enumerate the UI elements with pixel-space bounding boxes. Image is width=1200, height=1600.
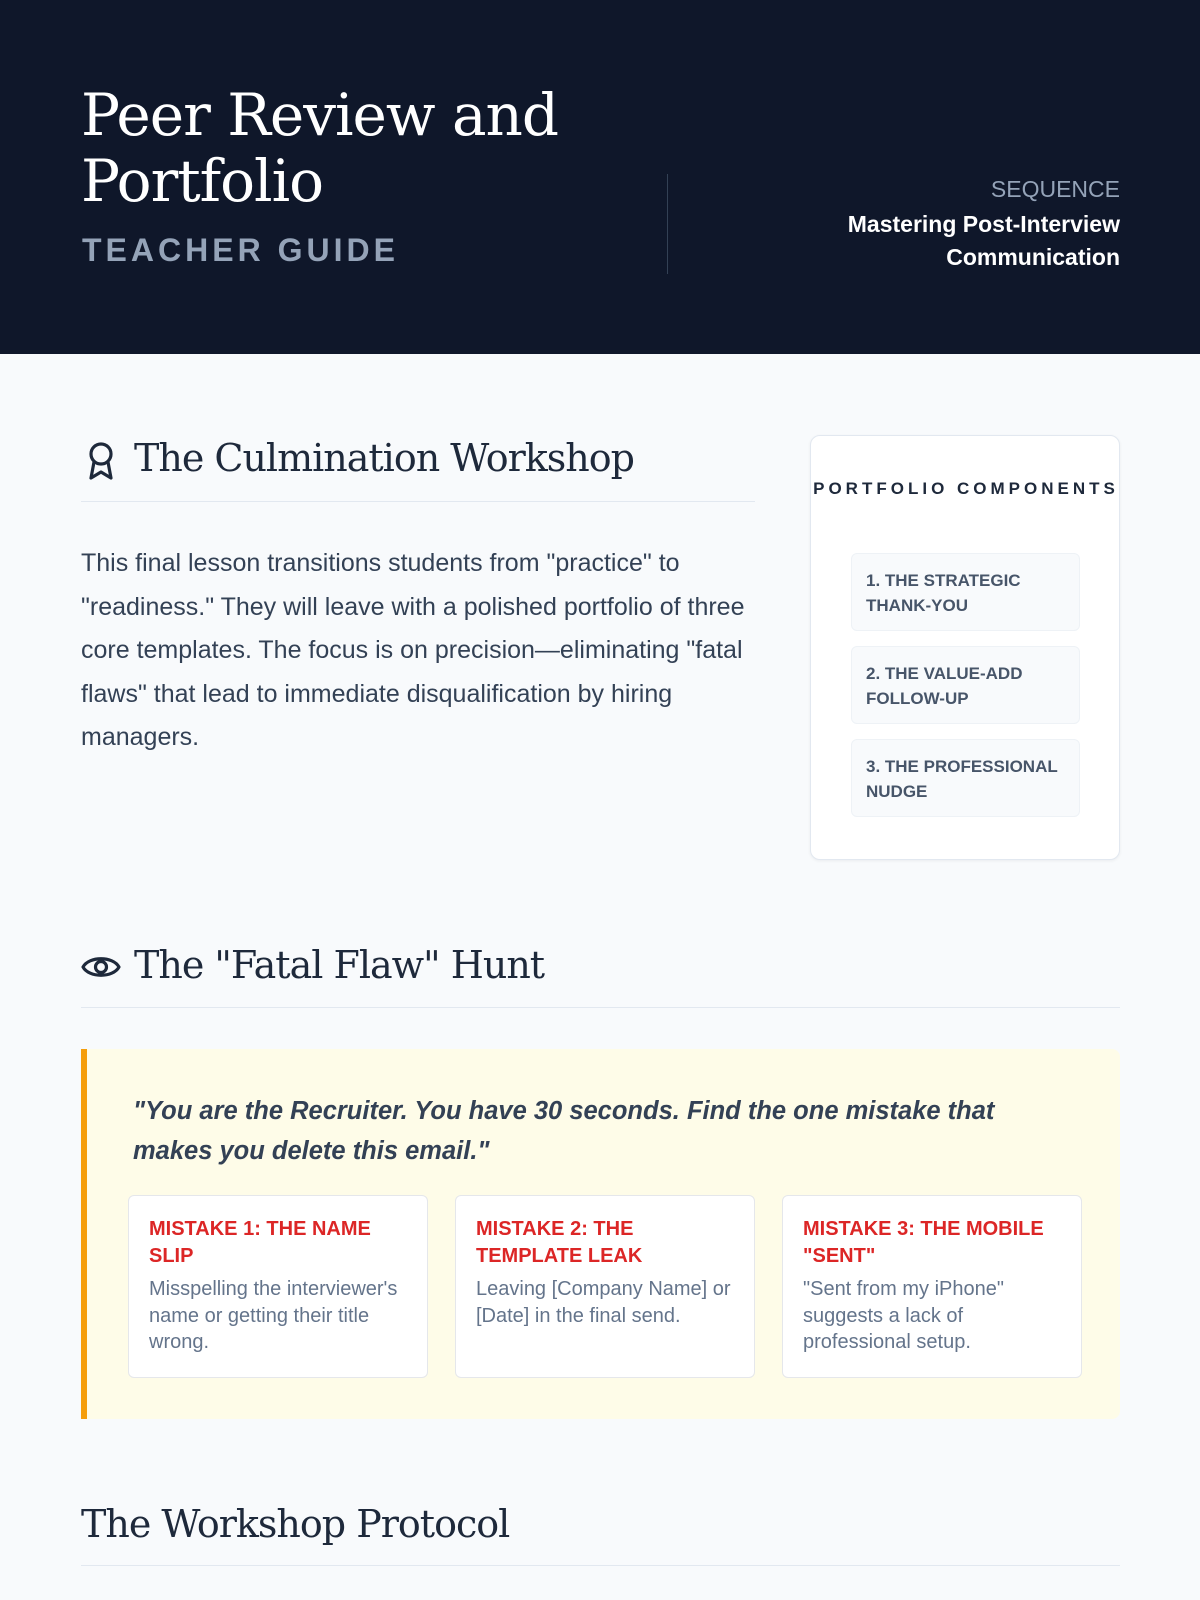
portfolio-title: PORTFOLIO COMPONENTS	[813, 479, 1119, 498]
protocol-heading: The Workshop Protocol	[81, 1502, 510, 1546]
eye-icon	[81, 952, 121, 987]
culmination-heading: The Culmination Workshop	[134, 436, 634, 480]
header-divider	[667, 174, 668, 274]
sequence-label: SEQUENCE	[990, 176, 1120, 202]
culmination-rule	[81, 501, 755, 502]
fatal-flaw-rule	[81, 1007, 1120, 1008]
portfolio-item: 3. THE PROFESSIONAL NUDGE	[851, 739, 1080, 817]
mistake-desc: "Sent from my iPhone" suggests a lack of professional setup.	[803, 1278, 1004, 1353]
recruiter-callout	[81, 1049, 1120, 1419]
recruiter-quote: "You are the Recruiter. You have 30 seconds. Find the one mistake that makes you delete this email."	[133, 1097, 995, 1165]
portfolio-card	[810, 435, 1120, 860]
mistake-desc: Leaving [Company Name] or [Date] in the final send.	[476, 1278, 731, 1327]
award-icon	[84, 440, 118, 487]
mistake-card	[782, 1195, 1082, 1378]
fatal-flaw-heading: The "Fatal Flaw" Hunt	[134, 943, 545, 987]
mistake-desc: Misspelling the interviewer's name or getting their title wrong.	[149, 1278, 398, 1353]
page-subtitle: TEACHER GUIDE	[82, 232, 399, 268]
mistake-title: MISTAKE 3: THE MOBILE "SENT"	[803, 1218, 1044, 1267]
portfolio-item: 2. THE VALUE-ADD FOLLOW-UP	[851, 646, 1080, 724]
sequence-title: Mastering Post-Interview Communication	[847, 211, 1120, 270]
page-title: Peer Review and Portfolio	[81, 81, 559, 215]
culmination-body: This final lesson transitions students from "practice" to "readiness." They will leave with a polished portfolio of three core templates. The focus is on precision—eliminating "fatal flaws" that lead to immediate disqualification by hiring managers.	[81, 549, 745, 751]
page-header	[0, 0, 1200, 354]
mistake-title: MISTAKE 1: THE NAME SLIP	[149, 1218, 371, 1267]
mistake-card	[455, 1195, 755, 1378]
protocol-rule	[81, 1565, 1120, 1566]
mistake-title: MISTAKE 2: THE TEMPLATE LEAK	[476, 1218, 643, 1267]
portfolio-item: 1. THE STRATEGIC THANK-YOU	[851, 553, 1080, 631]
mistake-card	[128, 1195, 428, 1378]
